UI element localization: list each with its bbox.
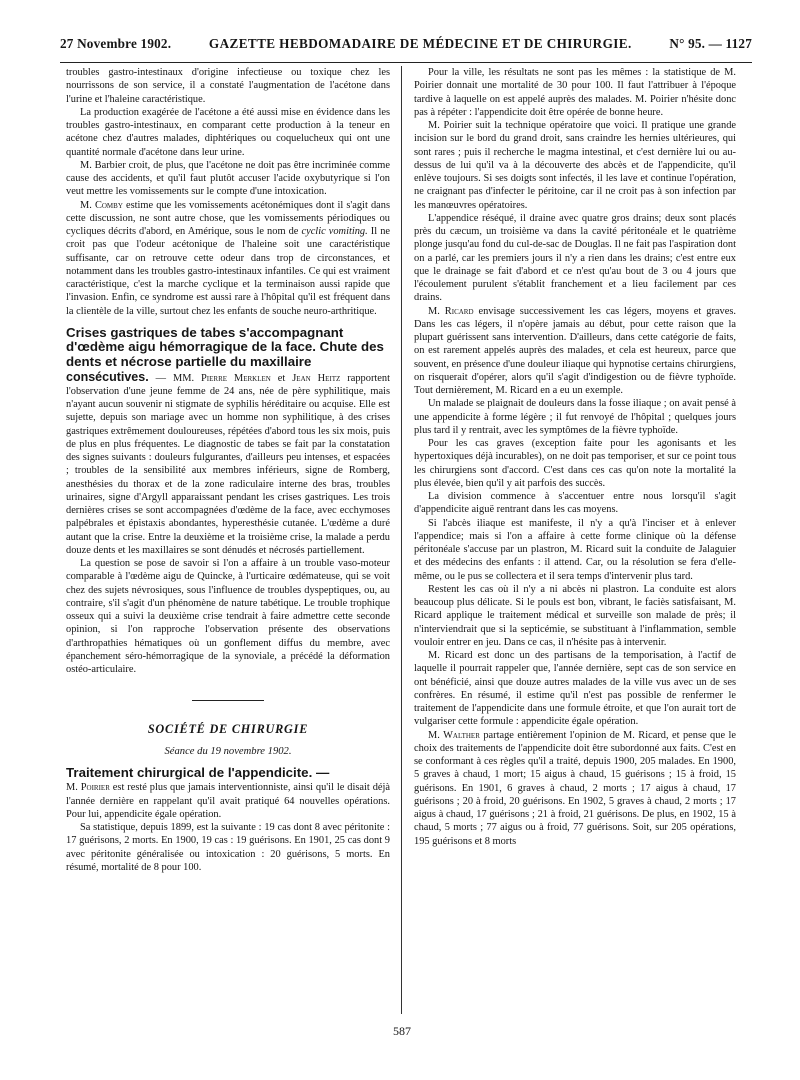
paragraph: M. Comby estime que les vomissements acétonémiques dont il s'agit dans cette discussion, ne sont autre chose, que les vomissements périodiques ou cycliques décrits d'abord, en Amérique, sous le nom de cyclic vomiting. Il ne croit pas que l'odeur acétonique de l'haleine soit une caractéristique suffisante, car on retrouve cette odeur dans trop de circonstances, et notamment dans les troubles gastro-intestinaux infantiles. Ce qui est vraiment caractéristique, c'est la marche cyclique et la terminaison aussi rapide que l'invasion. Enfin, ce syndrome est aussi rare à l'hôpital qu'il est fréquent dans la clientèle de la ville, surtout chez les enfants de souche neuro-arthritique. [66, 199, 390, 317]
paragraph: La question se pose de savoir si l'on a affaire à un trouble vaso-moteur comparable à l'œdème aigu de Quincke, à l'urticaire œdémateuse, qui se voit chez des sujets névrosiques, sous l'influence de troubles dyspeptiques, ou, au contraire, s'il s'agit d'un phénomène de nature tabétique. Le trouble trophique osseux qui a suivi la deuxième crise tendrait à faire admettre cette seconde opinion, si l'on rapproche l'observation présente des observations d'arthropathies hématiques où un gonflement diffus du membre, avec épanchement séro-hémorragique de la synoviale, a précédé la déformation ostéo-articulaire. [66, 558, 390, 676]
paragraph: troubles gastro-intestinaux d'origine infectieuse ou toxique chez les nourrissons de son service, il a constaté l'augmentation de l'acétone dans l'urine et l'haleine caractéristique. [66, 67, 390, 105]
issue-page: N° 95. — 1127 [669, 36, 752, 51]
paragraph: M. Ricard envisage successivement les cas légers, moyens et graves. Dans les cas légers, il n'opère jamais au début, pour cette raison que la plupart guérissent sans intervention. D'ailleurs, dans cette catégorie de faits, on est rarement appelés auprès des malades, et cela est heureux, parce que souvent, en présence d'une douleur iliaque qui hypnotise certains chirurgiens, on risquerait d'opérer, alors qu'il s'agit d'indigestion ou de fièvre typhoïde. Tout dernièrement, M. Ricard en a eu un exemple. [414, 305, 736, 396]
author-name: Pierre Merklen [201, 372, 271, 384]
author-name: M. Walther [428, 729, 480, 741]
right-column [414, 66, 736, 848]
paragraph: Si l'abcès iliaque est manifeste, il n'y a qu'à l'inciser et à enlever l'appendice; mais si l'on a affaire à cette forme clinique où la défense péritonéale s'accuse par un plastron, M. Ricard suit la conduite de Jalaguier et des médecins des enfants : il attend. Car, ou la résolution se fera d'elle-même, ou le pus se collectera et il sera temps d'intervenir plus tard. [414, 517, 736, 582]
article-title-end: consécutives. [66, 369, 149, 384]
article-title: Traitement chirurgical de l'appendicite. — [66, 764, 330, 780]
paragraph: consécutives. — MM. Pierre Merklen et Jean Heitz rapportent l'observation d'une jeune femme de 24 ans, née de père syphilitique, mais n'ayant aucun souvenir ni stigmate de syphilis héréditaire ou acquise. Elle est sujette, depuis son mariage avec un homme non syphilitique, à des crises gastriques extrêmement douloureuses, répétées d'abord tous les six mois, puis de plus en plus fréquentes. Le diagnostic de tabes se fait par la constatation des signes suivants : douleurs fulgurantes, d'ailleurs peu intenses, et espacées ; troubles de la sensibilité aux membres inférieurs, signe de Romberg, anesthésies du thorax et de la zone radiculaire interne des bras, troubles urinaires, signe d'Argyll apparaissant pendant les crises gastriques. Les trois dernières crises se sont accompagnées d'œdème de la face, avec ecchymoses palpébrales et épistaxis abondantes, hyperesthésie cutanée. L'œdème a duré autant que la crise. Entre la deuxième et la troisième crise, la malade a perdu douze dents et les maxillaires se sont dénudés et nécrosés partiellement. [66, 369, 390, 556]
paragraph: M. Poirier suit la technique opératoire que voici. Il pratique une grande incision sur le bord du grand droit, sans craindre les hernies ultérieures, qui sont rares ; puis il recherche le magma intestinal, et c'est dernière lui ou au-dessus de lui qu'il va à la découverte des abcès et de l'appendicite, qu'il enlève toujours. Si ses doigts sont infectés, il les lave et continue l'opération, ne craignant pas d'infecter le péritoine, car il ne croit pas à son infection par les manœuvres opératoires. [414, 120, 736, 211]
author-name: Jean Heitz [292, 372, 341, 384]
paragraph: L'appendice réséqué, il draine avec quatre gros drains; deux sont placés près du cæcum, un troisième va dans la cavité péritonéale et le quatrième plonge jusqu'au fond du cul-de-sac de Douglas. Il ne fait pas l'aspiration dont on a parlé, car les premiers jours il n'y a rien dans les drains; c'est entre eux que le drainage se fait d'abord et ce n'est qu'au bout de 3 ou 4 jours que l'écoulement purulent s'établit franchement et a lieu facilement par ces drains. [414, 212, 736, 304]
paragraph: M. Ricard est donc un des partisans de la temporisation, à l'actif de laquelle il pourrait rappeler que, l'année dernière, sept cas de son service en ont bénéficié, ainsi que douze autres malades de la ville vus avec un de ses confrères. En résumé, il estime qu'il n'est pas possible de renfermer le traitement de l'appendicite dans une formule étroite, et que l'on aurait tort de vulgariser cette formule : appendicite égale opération. [414, 650, 736, 728]
page-number: 587 [393, 1024, 411, 1038]
paragraph: Pour la ville, les résultats ne sont pas les mêmes : la statistique de M. Poirier donnait une mortalité de 30 pour 100. Il faut l'attribuer à l'époque tardive à laquelle on est appelé auprès des malades. M. Poirier n'hésite donc pas à répéter : l'appendicite doit être opérée de bonne heure. [414, 67, 736, 118]
issue-date: 27 Novembre 1902. [60, 36, 172, 51]
left-column [66, 66, 390, 874]
author-name: M. Ricard [428, 305, 474, 317]
section-separator [192, 700, 264, 701]
session-date: Séance du 19 novembre 1902. [164, 745, 292, 757]
paragraph: Restent les cas où il n'y a ni abcès ni plastron. La conduite est alors beaucoup plus délicate. Si le pouls est bon, vibrant, le faciès satisfaisant, M. Ricard applique le traitement médical et surveille son malade de près; il n'interviendrait que si la septicémie, se substituant à l'inflammation, semble vouloir entrer en jeu. Dans ce cas, il n'hésite pas à intervenir. [414, 583, 736, 648]
paragraph: La division commence à s'accentuer entre nous lorsqu'il s'agit d'appendicite aiguë rentrant dans les cas moyens. [414, 491, 736, 516]
paragraph: M. Barbier croit, de plus, que l'acétone ne doit pas être incriminée comme cause des accidents, et qu'il faut plutôt accuser l'acide oxybutyrique si l'on veut mettre les vomissements sur le compte d'une intoxication. [66, 159, 390, 198]
paragraph: Un malade se plaignait de douleurs dans la fosse iliaque ; on avait pensé à une appendicite à forme légère ; il fut renvoyé de l'hôpital ; quelques jours plus tard il y rentrait, avec les symptômes de la fièvre typhoïde. [414, 398, 736, 436]
paragraph: La production exagérée de l'acétone a été aussi mise en évidence dans les troubles gastro-intestinaux, en comparant cette production à la teneur en acétone chez d'autres malades, diphtériques ou coquelucheux qui ont une quantité normale d'acétone dans leur urine. [66, 106, 390, 158]
society-heading: SOCIÉTÉ DE CHIRURGIE [147, 722, 309, 737]
emphasis: cyclic vomiting. [301, 226, 368, 237]
running-header [60, 36, 752, 60]
paragraph: Sa statistique, depuis 1899, est la suivante : 19 cas dont 8 avec péritonite : 17 guérisons, 2 morts. En 1900, 19 cas : 19 guérisons. En 1901, 25 cas dont 9 avec péritonite généralisée ou intoxication : 20 guérisons, 5 morts. En résumé, mortalité de 8 pour 100. [66, 822, 390, 873]
paragraph: M. Poirier est resté plus que jamais interventionniste, ainsi qu'il le disait déjà l'année dernière en rappelant qu'il avait pratiqué 64 nouvelles opérations. Pour lui, appendicite égale opération. [66, 782, 390, 820]
author-name: M. Comby [80, 199, 123, 211]
header-rule [60, 62, 752, 63]
journal-title: GAZETTE HEBDOMADAIRE DE MÉDECINE ET DE CHIRURGIE. [208, 36, 632, 51]
paragraph: M. Walther partage entièrement l'opinion de M. Ricard, et pense que le choix des traitements de l'appendicite doit être subordonné aux faits. C'est en se conformant à ces règles qu'il a traité, depuis 1900, 205 malades. En 1900, 5 graves à chaud, 1 mort; 15 aigus à chaud, 15 guérisons ; 15 à froid, 15 guérisons. En 1901, 6 graves à chaud, 2 morts ; 17 aigus à chaud, 17 guérisons ; 20 à froid, 20 guérisons. En 1902, 5 graves à chaud, 2 morts ; 17 aigus à chaud, 17 guérisons ; 21 à froid, 21 guérisons. De plus, en 1902, 15 à chaud, 5 morts ; 77 aigus ou à froid, 77 guérisons. Soit, sur 205 opérations, 195 guérisons et 8 morts [414, 729, 736, 847]
column-divider [401, 66, 402, 1014]
article-title: Crises gastriques de tabes s'accompagnant d'œdème aigu hémorragique de la face. Chute des dents et nécrose partielle du maxillaire [66, 324, 384, 369]
paragraph: Pour les cas graves (exception faite pour les agonisants et les hypertoxiques déjà incurables), on ne doit pas temporiser, et sur ce point tous les chirurgiens sont d'accord. C'est dans ces cas qu'on note la mortalité la plus élevée, bien qu'il y ait parfois des succès. [414, 438, 736, 489]
author-name: M. Poirier [66, 782, 110, 794]
